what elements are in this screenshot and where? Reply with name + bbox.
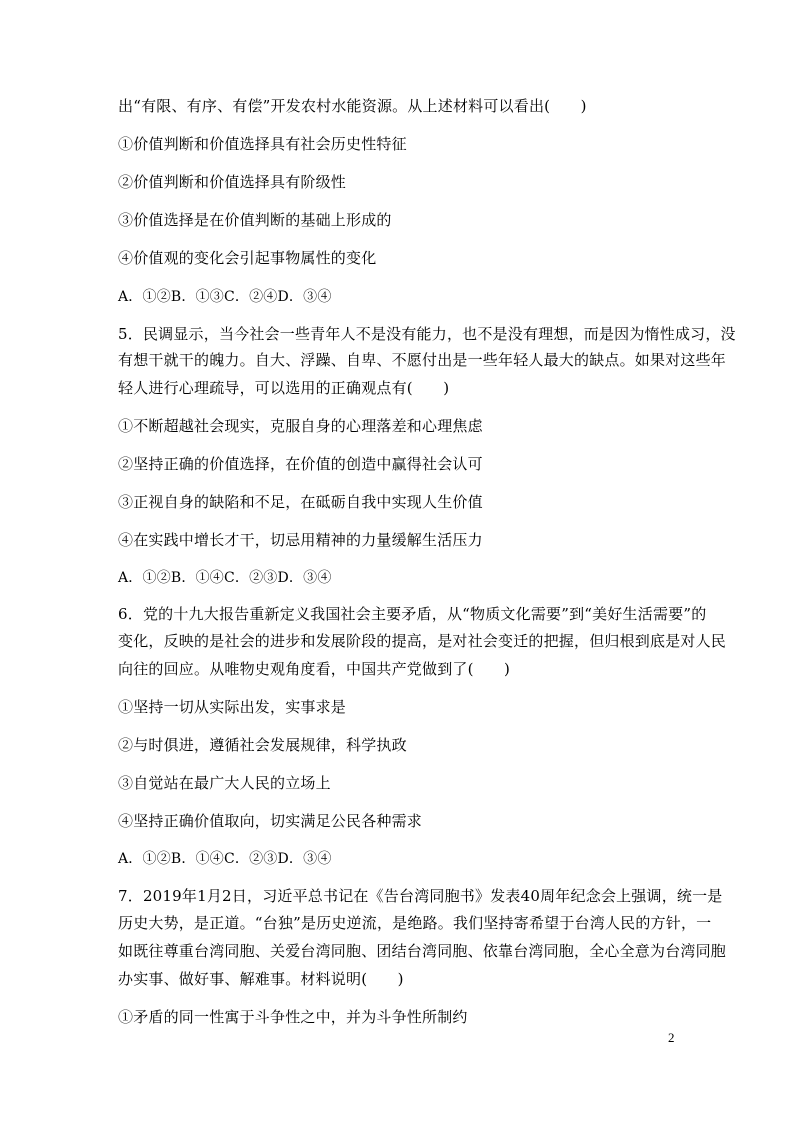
answer-options: A．①②B．①④C．②③D．③④ xyxy=(118,570,332,586)
text-line: ③自觉站在最广大人民的立场上 xyxy=(118,774,331,792)
answer-options: A．①②B．①③C．②④D．③④ xyxy=(118,289,332,305)
text-line: 向往的回应。从唯物史观角度看，中国共产党做到了( ) xyxy=(118,660,511,678)
text-line: 7．2019年1月2日，习近平总书记在《告台湾同胞书》发表40周年纪念会上强调，统一是 xyxy=(118,887,723,905)
answer-options: A．①②B．①④C．②③D．③④ xyxy=(118,851,332,867)
text-line: 轻人进行心理疏导，可以选用的正确观点有( ) xyxy=(118,379,450,397)
text-line: ①矛盾的同一性寓于斗争性之中，并为斗争性所制约 xyxy=(118,1008,468,1026)
text-line: ②与时俱进，遵循社会发展规律，科学执政 xyxy=(118,736,407,754)
text-line: 如既往尊重台湾同胞、关爱台湾同胞、团结台湾同胞、依靠台湾同胞，全心全意为台湾同胞 xyxy=(118,942,727,960)
text-line: ④坚持正确价值取向，切实满足公民各种需求 xyxy=(118,812,423,830)
text-line: ①价值判断和价值选择具有社会历史性特征 xyxy=(118,135,407,153)
text-line: 变化，反映的是社会的进步和发展阶段的提高，是对社会变迁的把握，但归根到底是对人民 xyxy=(118,632,727,650)
text-line: 6．党的十九大报告重新定义我国社会主要矛盾，从“物质文化需要”到“美好生活需要”的 xyxy=(118,605,707,623)
text-line: ①不断超越社会现实，克服自身的心理落差和心理焦虑 xyxy=(118,417,483,435)
text-line: 有想干就干的魄力。自大、浮躁、自卑、不愿付出是一些年轻人最大的缺点。如果对这些年 xyxy=(118,351,727,369)
text-line: ③价值选择是在价值判断的基础上形成的 xyxy=(118,211,392,229)
text-line: ①坚持一切从实际出发，实事求是 xyxy=(118,698,347,716)
text-line: ②价值判断和价值选择具有阶级性 xyxy=(118,173,347,191)
text-line: 历史大势，是正道。“台独”是历史逆流，是绝路。我们坚持寄希望于台湾人民的方针，一 xyxy=(118,914,712,932)
text-line: 出“有限、有序、有偿”开发农村水能资源。从上述材料可以看出( ) xyxy=(118,97,587,115)
text-line: ④价值观的变化会引起事物属性的变化 xyxy=(118,249,377,267)
text-line: ④在实践中增长才干，切忌用精神的力量缓解生活压力 xyxy=(118,531,483,549)
text-line: 办实事、做好事、解难事。材料说明( ) xyxy=(118,970,404,988)
text-line: 5．民调显示，当今社会一些青年人不是没有能力，也不是没有理想，而是因为惰性成习，没 xyxy=(118,325,736,343)
text-line: ③正视自身的缺陷和不足，在砥砺自我中实现人生价值 xyxy=(118,493,483,511)
page-number: 2 xyxy=(668,1030,675,1045)
text-line: ②坚持正确的价值选择，在价值的创造中赢得社会认可 xyxy=(118,455,483,473)
